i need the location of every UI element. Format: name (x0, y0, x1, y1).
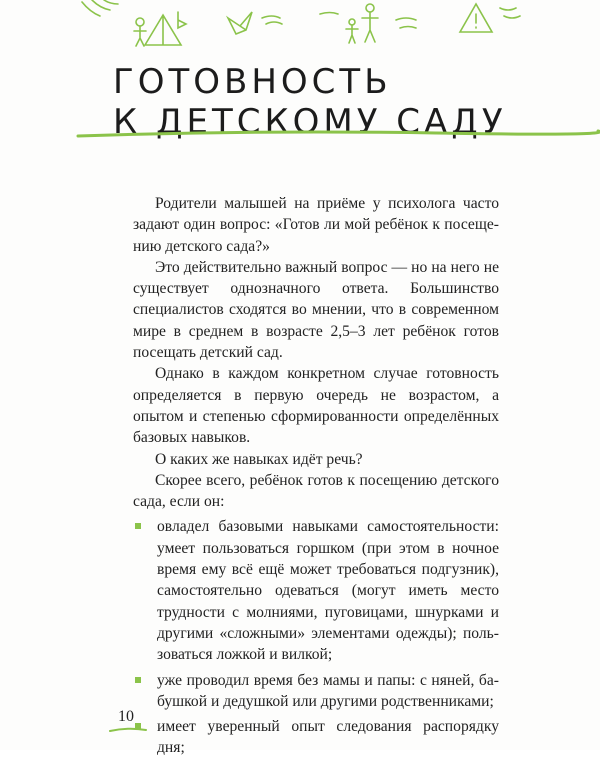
square-bullet-icon (135, 523, 141, 529)
child-head-doodle (136, 18, 144, 26)
square-bullet-icon (135, 677, 141, 683)
sun-rays-doodle (82, 0, 118, 16)
paragraph: Родители малышей на приёме у психолога часто задают один вопрос: «Готов ли мой ребёнок к посещению детского сада?» (133, 195, 499, 255)
parent-head-doodle (366, 4, 374, 12)
page-number: 10 (118, 708, 134, 725)
paragraph: О каких же навыках идёт речь? (155, 450, 363, 468)
title-underline-stroke (76, 128, 600, 140)
header-doodles-illustration (0, 0, 600, 55)
paper-bird-doodle (228, 12, 252, 34)
skills-list (133, 516, 499, 758)
paragraph: Однако в каждом конкретном случае готовность определяется в первую очередь не возрастом, а опытом и степенью сформированности определённых базовых навыков. (133, 365, 499, 447)
list-item (133, 716, 499, 759)
list-item-text: овладел базовыми навыками самостоятельности: умеет пользоваться горшком (при этом в ночное время ему всё ещё может требоваться подгузник), самостоятельно одеваться (могут иметь место трудности с молниями, пуговицами, шнурками и другими «сложными» элементами одежды); пользоваться ложкой и вилкой; (157, 518, 499, 664)
page-number-underline-stroke (108, 726, 148, 734)
list-item (133, 516, 499, 665)
paragraph: Это действительно важный вопрос — но на него не существует однозначного ответа. Большинство специалистов сходятся во мнении, что в современном мире в среднем в возрасте 2,5–3 лет ребёнок готов посещать детский сад. (133, 258, 499, 362)
kid-head-doodle (349, 19, 355, 25)
paragraph: Скорее всего, ребёнок готов к посещению детского сада, если он: (133, 471, 499, 511)
body-text (133, 193, 499, 759)
list-item (133, 670, 499, 713)
list-item-text: уже проводил время без мамы и папы: с няней, бабушкой и дедушкой или другими родственниками; (157, 671, 499, 710)
list-item-text: имеет уверенный опыт следования распорядку дня; (157, 718, 499, 757)
title-line-1: ГОТОВНОСТЬ (113, 62, 392, 102)
title-line-2: К ДЕТСКОМУ САДУ (113, 102, 507, 142)
warning-triangle-doodle (460, 4, 492, 32)
tent-doodle (145, 15, 181, 45)
